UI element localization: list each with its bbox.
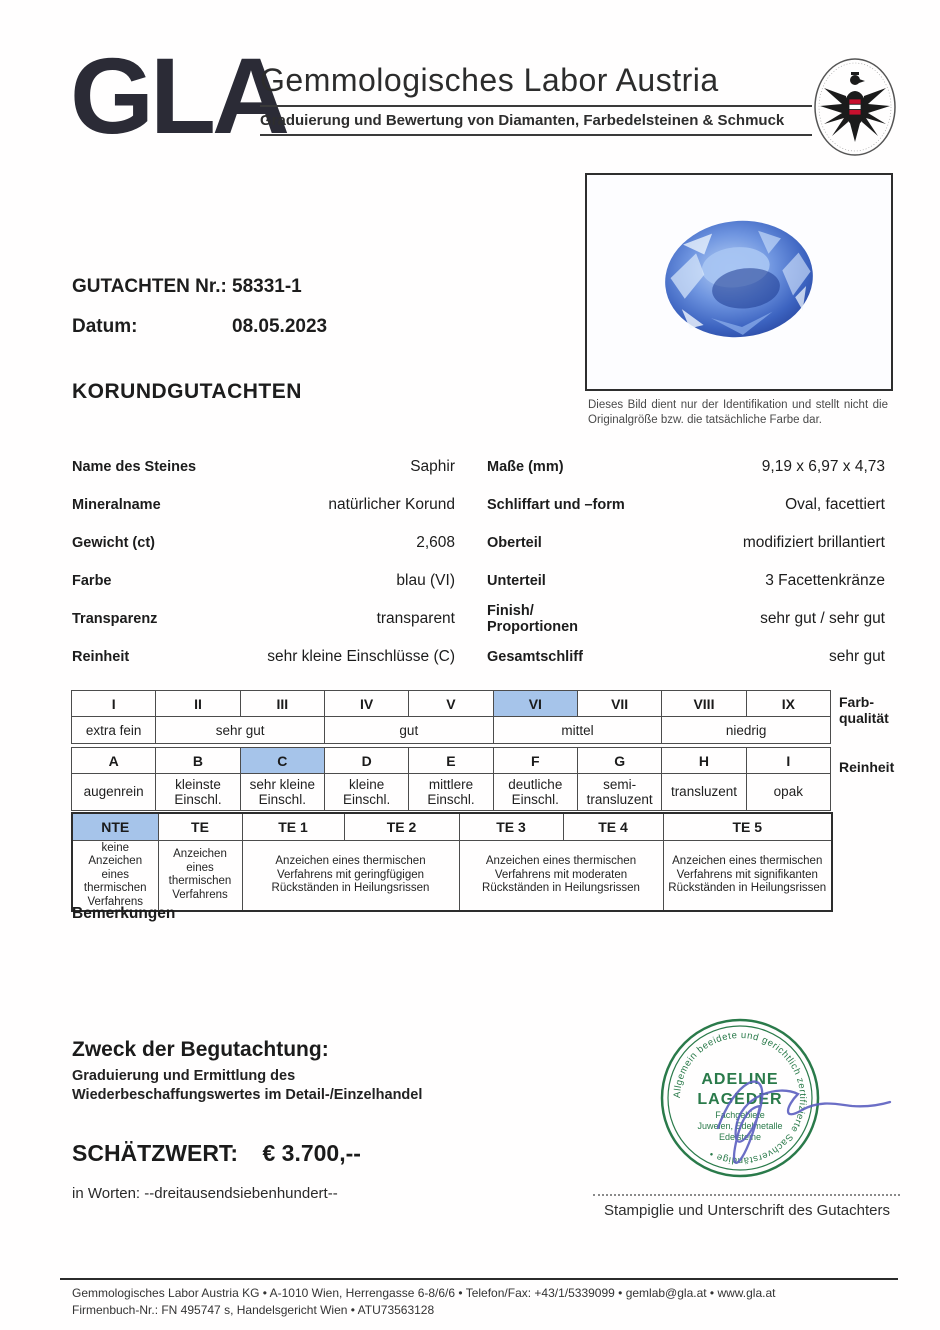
property-label: Gewicht (ct) (72, 535, 155, 551)
clarity-desc-cell: mittlere Einschl. (409, 774, 493, 811)
clarity-grade-row (72, 748, 831, 774)
purpose-title: Zweck der Begutachtung: (72, 1038, 329, 1061)
group-cell: sehr gut (156, 717, 325, 744)
clarity-desc-cell: transluzent (662, 774, 746, 811)
property-value: blau (VI) (396, 572, 455, 589)
property-row (72, 562, 455, 600)
grade-cell: IX (746, 691, 830, 717)
property-label: Unterteil (487, 573, 546, 589)
footer-contact-line: Gemmologisches Labor Austria KG • A-1010 Wien, Herrengasse 6-8/6/6 • Telefon/Fax: +43/1/5339099 • gemlab@gla.at • www.gla.at (72, 1286, 776, 1300)
footer-registry-line: Firmenbuch-Nr.: FN 495747 s, Handelsgericht Wien • ATU73563128 (72, 1303, 435, 1317)
property-value: natürlicher Korund (328, 496, 455, 513)
header-divider-2 (260, 134, 812, 136)
property-label: Farbe (72, 573, 112, 589)
property-value: transparent (376, 610, 455, 627)
property-value: sehr gut / sehr gut (760, 610, 885, 627)
property-row (72, 524, 455, 562)
property-value: sehr kleine Einschlüsse (C) (267, 648, 455, 665)
appraised-value-row (72, 1140, 361, 1167)
treatment-header-highlighted: NTE (72, 813, 158, 840)
property-label: Maße (mm) (487, 459, 564, 475)
property-row (72, 448, 455, 486)
svg-text:Juwelen, Edelmetalle: Juwelen, Edelmetalle (697, 1121, 783, 1131)
red-white-red-shield (849, 99, 861, 115)
clarity-desc-cell: sehr kleine Einschl. (240, 774, 324, 811)
treatment-desc-cell: Anzeichen eines thermischen Verfahrens mit moderaten Rückständen in Heilungsrissen (459, 840, 663, 911)
clarity-table-side-label: Reinheit (839, 759, 895, 775)
grade-cell: H (662, 748, 746, 774)
treatment-table (71, 812, 833, 912)
grade-cell: F (493, 748, 577, 774)
clarity-description-row (72, 774, 831, 811)
treatment-desc-cell: Anzeichen eines thermischen Verfahrens mit geringfügigen Rückständen in Heilungsrissen (242, 840, 459, 911)
property-value: 2,608 (416, 534, 455, 551)
property-label: Reinheit (72, 649, 130, 665)
assessor-stamp (640, 1010, 900, 1195)
header-block (260, 62, 812, 136)
grade-cell: II (156, 691, 240, 717)
report-number-label: GUTACHTEN Nr.: (72, 276, 227, 297)
treatment-header: TE (158, 813, 242, 840)
property-row (487, 448, 885, 486)
clarity-desc-cell: deutliche Einschl. (493, 774, 577, 811)
property-row (72, 638, 455, 676)
property-label: Oberteil (487, 535, 542, 551)
property-value: sehr gut (828, 648, 885, 665)
treatment-table-wrap (71, 812, 833, 912)
remarks-label: Bemerkungen (72, 905, 176, 922)
property-value: 9,19 x 6,97 x 4,73 (761, 458, 885, 475)
property-row (487, 638, 885, 676)
grade-cell: I (72, 691, 156, 717)
document-title: KORUNDGUTACHTEN (72, 380, 302, 403)
report-number-value: 58331-1 (232, 276, 302, 297)
color-group-row (72, 717, 831, 744)
clarity-desc-cell: augenrein (72, 774, 156, 811)
purpose-section (72, 1038, 422, 1105)
property-label: Transparenz (72, 611, 158, 627)
gem-photo (585, 173, 893, 391)
treatment-desc-cell: Anzeichen eines thermischen Verfahrens mit signifikanten Rückständen in Heilungsrissen (663, 840, 832, 911)
purpose-line: Wiederbeschaffungswertes im Detail-/Einzelhandel (72, 1087, 423, 1103)
treatment-header-row (72, 813, 832, 840)
color-grade-row (72, 691, 831, 717)
grade-cell: A (72, 748, 156, 774)
treatment-desc-cell: keine Anzeichen eines thermischen Verfahrens (72, 840, 158, 911)
clarity-table-wrap (71, 747, 895, 811)
group-cell: extra fein (72, 717, 156, 744)
group-cell: niedrig (662, 717, 831, 744)
report-date-value: 08.05.2023 (232, 316, 328, 337)
svg-text:Fachgebiete: Fachgebiete (715, 1110, 765, 1120)
photo-caption: Dieses Bild dient nur der Identifikation und stellt nicht die Originalgröße bzw. die tatsächliche Farbe dar. (588, 399, 888, 426)
svg-text:Edelsteine: Edelsteine (718, 1132, 762, 1142)
header-divider (260, 105, 812, 107)
grade-cell: G (577, 748, 661, 774)
property-row (487, 562, 885, 600)
treatment-header: TE 5 (663, 813, 832, 840)
lab-subtitle: Graduierung und Bewertung von Diamanten, Farbedelsteinen & Schmuck (260, 112, 785, 129)
treatment-header: TE 2 (344, 813, 459, 840)
svg-text:ADELINE: ADELINE (701, 1071, 779, 1088)
property-row (72, 600, 455, 638)
property-value: Oval, facettiert (785, 496, 885, 513)
property-value: Saphir (410, 458, 455, 475)
property-row (487, 524, 885, 562)
appraised-value-words: in Worten: --dreitausendsiebenhundert-- (72, 1185, 338, 1202)
treatment-header: TE 1 (242, 813, 344, 840)
footer-divider (60, 1278, 898, 1280)
property-row (487, 600, 885, 638)
clarity-table (71, 747, 831, 811)
clarity-desc-cell: opak (746, 774, 830, 811)
purpose-line: Graduierung und Ermittlung des (72, 1068, 296, 1084)
clarity-desc-cell: kleine Einschl. (324, 774, 408, 811)
grade-cell: D (324, 748, 408, 774)
treatment-description-row (72, 840, 832, 911)
property-row (72, 486, 455, 524)
color-table-side-label: Farb- qualität (839, 694, 889, 726)
report-date-row (72, 316, 328, 338)
property-value: 3 Facettenkränze (765, 572, 885, 589)
stamp-ring-text: Allgemein beeidete und gerichtlich zertifizierte Sachverständige • (671, 1029, 809, 1167)
properties-left-column (72, 448, 455, 676)
treatment-header: TE 4 (563, 813, 663, 840)
grade-cell: V (409, 691, 493, 717)
property-label: Mineralname (72, 497, 161, 513)
signature-dotted-line (593, 1194, 900, 1196)
lab-title: Gemmologisches Labor Austria (260, 62, 719, 98)
property-value: modifiziert brillantiert (742, 534, 885, 551)
gla-logo: GLA (70, 35, 286, 156)
grade-cell: III (240, 691, 324, 717)
group-cell: gut (324, 717, 493, 744)
treatment-header: TE 3 (459, 813, 563, 840)
property-label: Finish/ Proportionen (487, 603, 579, 635)
properties-right-column (487, 448, 885, 676)
property-label: Gesamtschliff (487, 649, 583, 665)
property-label: Schliffart und –form (487, 497, 625, 513)
grade-cell: B (156, 748, 240, 774)
report-number-row (72, 276, 302, 298)
grade-cell: VIII (662, 691, 746, 717)
grade-cell: IV (324, 691, 408, 717)
grade-cell: I (746, 748, 830, 774)
grade-cell: E (409, 748, 493, 774)
appraised-value-amount: € 3.700,-- (262, 1140, 361, 1166)
group-cell: mittel (493, 717, 662, 744)
svg-text:LAGEDER: LAGEDER (697, 1091, 783, 1108)
grade-cell: VII (577, 691, 661, 717)
treatment-desc-cell: Anzeichen eines thermischen Verfahrens (158, 840, 242, 911)
color-quality-table (71, 690, 831, 744)
property-row (487, 486, 885, 524)
color-quality-table-wrap (71, 690, 889, 744)
report-date-label: Datum: (72, 316, 138, 337)
property-label: Name des Steines (72, 459, 197, 475)
grade-cell-highlighted: VI (493, 691, 577, 717)
austria-eagle-emblem-icon (812, 56, 898, 163)
clarity-desc-cell: kleinste Einschl. (156, 774, 240, 811)
appraised-value-label: SCHÄTZWERT: (72, 1140, 239, 1166)
grade-cell-highlighted: C (240, 748, 324, 774)
clarity-desc-cell: semi-transluzent (577, 774, 661, 811)
stamp-caption: Stampiglie und Unterschrift des Gutachters (604, 1202, 890, 1219)
